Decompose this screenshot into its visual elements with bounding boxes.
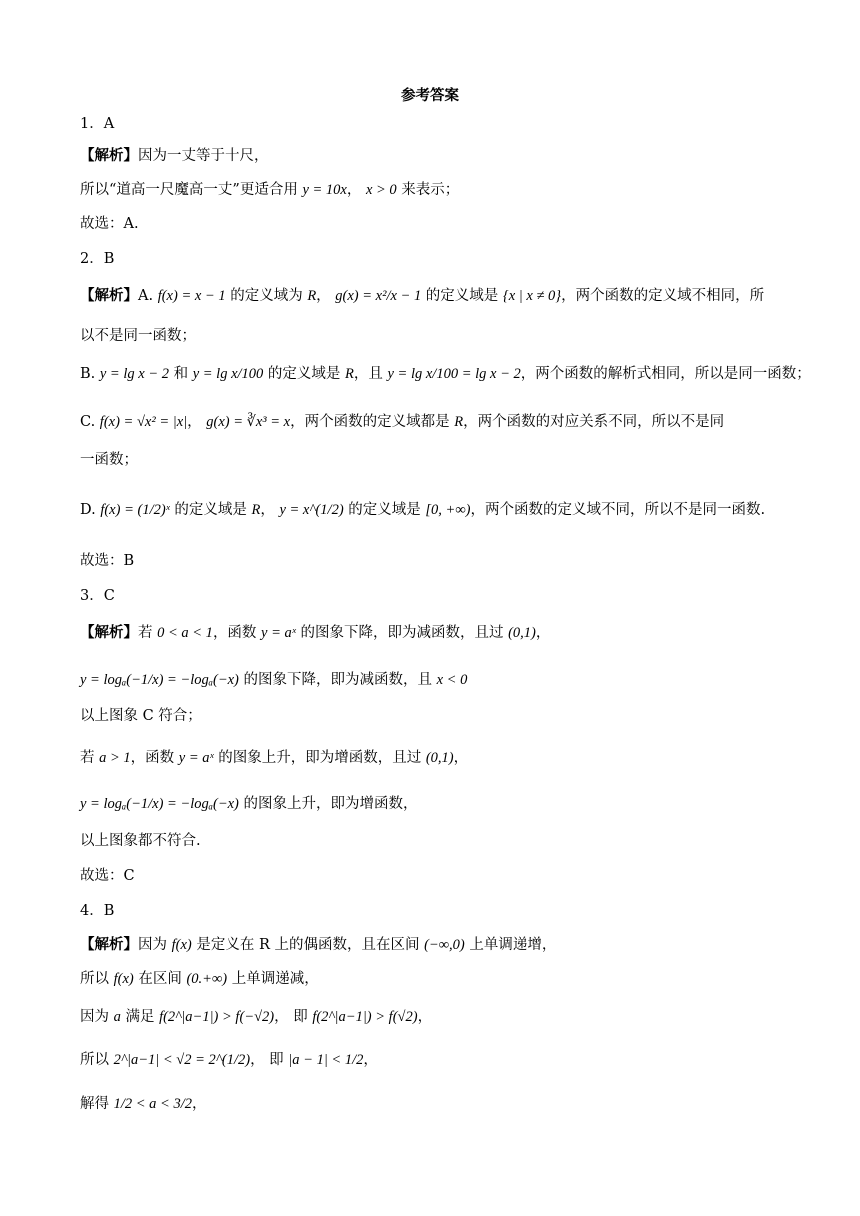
math-expression: {x | x ≠ 0}	[502, 288, 562, 304]
text-segment: 以上图象都不符合.	[80, 833, 201, 849]
text-segment: ， 即	[274, 1009, 313, 1025]
text-segment: ，	[417, 1009, 433, 1025]
text-segment: B.	[80, 366, 100, 382]
text-segment: 若	[80, 750, 100, 766]
text-segment: 1．A	[80, 116, 115, 132]
text-segment: ， 即	[250, 1052, 289, 1068]
math-expression: f(x)	[113, 971, 134, 987]
text-segment: ，两个函数的定义域不相同，所	[561, 288, 765, 304]
math-expression: x > 0	[365, 182, 397, 198]
text-segment: 所以	[80, 971, 114, 987]
text-segment: ，	[453, 750, 469, 766]
math-expression: (0.+∞)	[186, 971, 228, 987]
text-segment: 上单调递增，	[464, 937, 557, 953]
text-segment: ，两个函数的定义域都是	[290, 414, 455, 430]
text-segment: ，函数	[212, 625, 262, 641]
text-segment: 来表示；	[396, 182, 460, 198]
text-segment: ，两个函数的解析式相同，所以是同一函数；	[520, 366, 811, 382]
text-segment: ，两个函数的定义域不同，所以不是同一函数.	[470, 502, 766, 518]
math-expression: g(x) = x²/x − 1	[335, 288, 422, 304]
text-segment: 一函数；	[80, 452, 138, 468]
text-segment: 的定义域是	[263, 366, 346, 382]
math-expression: (0,1)	[508, 625, 536, 641]
math-expression: [0, +∞)	[425, 502, 471, 518]
text-line	[80, 249, 780, 269]
text-segment: 4．B	[80, 903, 115, 919]
math-expression: y = aˣ	[178, 750, 214, 766]
text-segment: 以上图象 C 符合；	[80, 708, 202, 724]
math-expression: x < 0	[436, 672, 468, 688]
text-segment: 满足	[120, 1009, 160, 1025]
text-segment: 的定义域是	[421, 288, 503, 304]
math-expression: 1/2 < a < 3/2	[113, 1096, 192, 1112]
math-expression: R	[454, 414, 464, 430]
text-line	[80, 748, 780, 768]
analysis-label: 【解析】	[80, 288, 138, 304]
math-expression: y = logₐ(−1/x) = −logₐ(−x)	[80, 796, 239, 812]
text-segment: 2．B	[80, 251, 115, 267]
text-segment: ，两个函数的对应关系不同，所以不是同	[463, 414, 725, 430]
math-expression: f(x) = (1/2)ˣ	[100, 502, 170, 518]
text-segment: 3．C	[80, 588, 115, 604]
text-segment: 的图象下降，即为减函数，且过	[295, 625, 509, 641]
text-segment: ，	[316, 288, 336, 304]
text-segment: 因为	[138, 937, 172, 953]
text-line	[80, 623, 780, 643]
math-expression: a	[113, 1009, 121, 1025]
math-expression: f(x)	[171, 937, 192, 953]
text-segment: 是定义在 R 上的偶函数，且在区间	[191, 937, 425, 953]
text-line	[80, 866, 780, 886]
text-segment: ，	[363, 1052, 378, 1068]
math-expression: R	[251, 502, 261, 518]
text-segment: 故选：A.	[80, 216, 139, 232]
text-line	[80, 706, 780, 726]
text-segment: 故选：C	[80, 868, 135, 884]
text-segment: 故选：B	[80, 553, 135, 569]
text-segment: ，函数	[130, 750, 179, 766]
text-segment: ，且	[353, 366, 388, 382]
text-line	[80, 969, 780, 989]
text-segment: ，	[187, 414, 207, 430]
text-line	[80, 412, 780, 432]
text-line	[80, 551, 780, 571]
text-line	[80, 586, 780, 606]
text-segment: ，	[192, 1096, 207, 1112]
math-expression: y = 10x	[302, 182, 347, 198]
text-line	[80, 180, 780, 200]
text-segment: 因为	[80, 1009, 114, 1025]
text-segment: 的定义域是	[169, 502, 252, 518]
math-expression: (0,1)	[425, 750, 454, 766]
text-line	[80, 214, 780, 234]
math-expression: f(x) = x − 1	[157, 288, 226, 304]
math-expression: 2^|a−1| < √2 = 2^(1/2)	[113, 1052, 251, 1068]
math-expression: f(x) = √x² = |x|	[99, 414, 188, 430]
text-line	[80, 831, 780, 851]
text-line	[80, 935, 780, 955]
text-segment: 的图象上升，即为增函数，	[238, 796, 418, 812]
text-segment: 解得	[80, 1096, 114, 1112]
text-segment: ，	[346, 182, 366, 198]
text-line	[80, 286, 780, 306]
math-expression: a > 1	[99, 750, 131, 766]
text-line	[80, 1050, 780, 1070]
text-line	[80, 901, 780, 921]
math-expression: y = lg x/100 = lg x − 2	[387, 366, 521, 382]
text-segment: 所以	[80, 1052, 114, 1068]
text-segment: ，	[535, 625, 551, 641]
text-segment: 的图象下降，即为减函数，且	[238, 672, 437, 688]
text-segment: 在区间	[133, 971, 187, 987]
math-expression: |a − 1| < 1/2	[288, 1052, 364, 1068]
text-segment: 因为一丈等于十尺，	[138, 148, 269, 164]
text-line	[80, 500, 780, 520]
text-segment: A.	[138, 288, 158, 304]
text-segment: D.	[80, 502, 101, 518]
math-expression: y = aˣ	[261, 625, 296, 641]
text-segment: 所以“道高一尺魔高一丈”更适合用	[80, 182, 303, 198]
text-line	[80, 1094, 780, 1114]
analysis-label: 【解析】	[80, 148, 138, 164]
math-expression: g(x) = ∛x³ = x	[206, 414, 291, 430]
page-title: 参考答案	[401, 88, 459, 104]
math-expression: R	[307, 288, 317, 304]
text-segment: 的定义域为	[225, 288, 308, 304]
text-line	[80, 794, 780, 814]
text-line	[80, 1007, 780, 1027]
text-line	[80, 114, 780, 134]
math-expression: R	[345, 366, 354, 382]
text-line	[80, 326, 780, 346]
math-expression: y = logₐ(−1/x) = −logₐ(−x)	[80, 672, 239, 688]
math-expression: f(2^|a−1|) > f(√2)	[312, 1009, 418, 1025]
math-expression: 0 < a < 1	[157, 625, 213, 641]
text-segment: 的图象上升，即为增函数，且过	[213, 750, 426, 766]
text-segment: ，	[260, 502, 280, 518]
text-segment: 的定义域是	[343, 502, 426, 518]
analysis-label: 【解析】	[80, 937, 138, 953]
text-line	[80, 670, 780, 690]
text-segment: 以不是同一函数；	[80, 328, 196, 344]
math-expression: y = lg x/100	[192, 366, 264, 382]
math-expression: y = x^(1/2)	[279, 502, 344, 518]
math-expression: y = lg x − 2	[99, 366, 169, 382]
text-line	[80, 146, 780, 166]
analysis-label: 【解析】	[80, 625, 138, 641]
text-segment: C.	[80, 414, 100, 430]
math-expression: f(2^|a−1|) > f(−√2)	[159, 1009, 275, 1025]
text-segment: 若	[138, 625, 158, 641]
text-line	[80, 450, 780, 470]
text-segment: 和	[168, 366, 193, 382]
text-line	[80, 364, 811, 384]
text-segment: 上单调递减，	[227, 971, 319, 987]
math-expression: (−∞,0)	[424, 937, 465, 953]
